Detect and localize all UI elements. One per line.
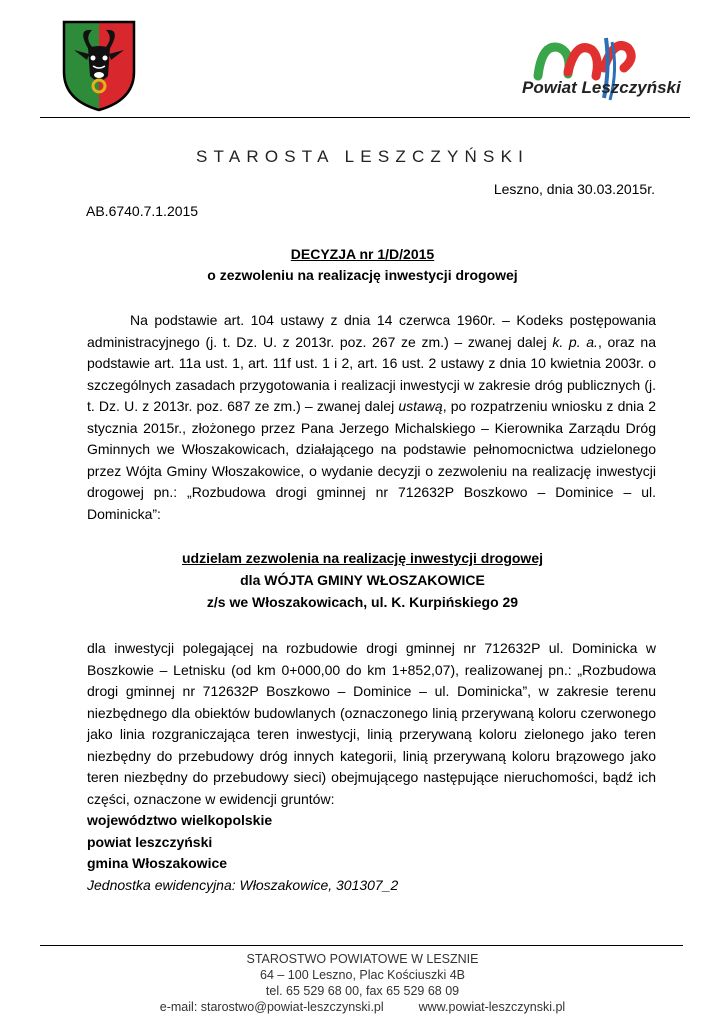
p1-text-a: Na podstawie art. 104 ustawy z dnia 14 czerwca 1960r. – Kodeks postępowania administracyjnego (j. t. Dz. U. z 2013r. poz. 267 ze zm.) – zwanej dalej <box>87 312 656 350</box>
footer-divider <box>40 945 683 946</box>
reference-number: AB.6740.7.1.2015 <box>86 203 199 219</box>
p1-kpa: k. p. a. <box>552 333 598 350</box>
place-and-date: Leszno, dnia 30.03.2015r. <box>493 181 655 197</box>
grant-statement: udzielam zezwolenia na realizację inwestycji drogowej <box>181 550 543 566</box>
header-divider <box>40 117 690 118</box>
commune: gmina Włoszakowice <box>87 855 228 871</box>
decision-subtitle: o zezwoleniu na realizację inwestycji drogowej <box>207 267 518 283</box>
footer-address: 64 – 100 Leszno, Plac Kościuszki 4B <box>260 968 465 982</box>
footer-phone-fax: tel. 65 529 68 00, fax 65 529 68 09 <box>265 984 460 998</box>
scope-text: dla inwestycji polegającej na rozbudowie drogi gminnej nr 712632P ul. Dominicka w Boszkowie – Letnisku (od km 0+000,00 do km 1+852,07), realizowanej pn.: „Rozbudowa drogi gminnej nr 712632P Boszkowo – Dominice – ul. Dominicka”, w zakresie terenu niezbędnego dla obiektów budowlanych (oznaczonego linią przerywaną koloru czerwonego jako linia rozgraniczająca teren inwestycji, linią przerywaną koloru zielonego jako teren niezbędny do przebudowy dróg innych kategorii, linią przerywaną koloru brązowego jako teren niezbędny do przebudowy sieci) obejmującego następujące nieruchomości, bądź ich części, oznaczone w ewidencji gruntów: <box>87 640 656 807</box>
grant-recipient: dla WÓJTA GMINY WŁOSZAKOWICE <box>240 572 485 588</box>
voivodeship: województwo wielkopolskie <box>87 812 273 828</box>
coat-of-arms-logo <box>62 20 136 112</box>
footer-contact-line <box>0 1000 725 1014</box>
registry-unit: Jednostka ewidencyjna: Włoszakowice, 301307_2 <box>87 876 399 893</box>
p1-text-c: , po rozpatrzeniu wniosku z dnia 2 stycznia 2015r., złożonego przez Pana Jerzego Michalskiego – Kierownika Zarządu Dróg Gminnych we Włoszakowicach, działającego na podstawie pełnomocnictwa udzielonego przez Wójta Gminy Włoszakowice, o wydanie decyzji o zezwoleniu na realizację inwestycji drogowej pn.: „Rozbudowa drogi gminnej nr 712632P Boszkowo – Dominice – ul. Dominicka”: <box>87 398 656 522</box>
county: powiat leszczyński <box>87 833 213 850</box>
p1-text-b: , oraz na podstawie art. 11a ust. 1, art. 11f ust. 1 i 2, art. 16 ust. 2 ustawy z dnia 10 kwietnia 2003r. o szczególnych zasadach przygotowania i realizacji inwestycji w zakresie dróg publicznych (j. t. Dz. U. z 2013r. poz. 687 ze zm.) – zwanej dalej <box>87 333 656 414</box>
footer-office-name: STAROSTWO POWIATOWE W LESZNIE <box>246 952 479 966</box>
footer-website-link[interactable]: www.powiat-leszczynski.pl <box>418 1000 566 1014</box>
decision-title: DECYZJA nr 1/D/2015 <box>290 246 435 262</box>
p1-ustawa: ustawą <box>398 398 443 414</box>
office-heading: STAROSTA LESZCZYŃSKI <box>195 147 530 166</box>
logo-wordmark: Powiat Leszczyński <box>522 78 681 97</box>
footer-email-link[interactable]: e-mail: starostwo@powiat-leszczynski.pl <box>159 1000 384 1014</box>
grant-recipient-address: z/s we Włoszakowicach, ul. K. Kurpińskiego 29 <box>206 594 519 610</box>
investment-scope-paragraph <box>87 638 656 896</box>
legal-basis-paragraph <box>87 310 656 525</box>
